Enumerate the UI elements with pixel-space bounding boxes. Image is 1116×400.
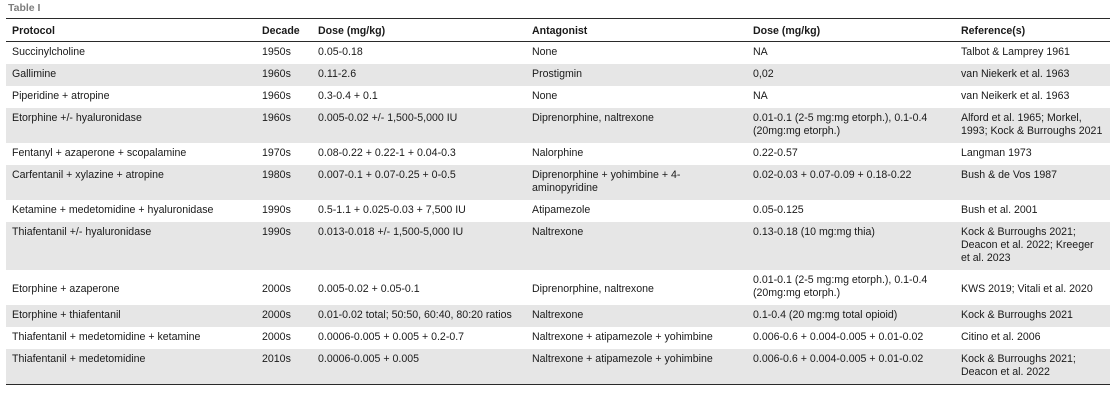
cell-antagonist: Naltrexone xyxy=(532,308,584,321)
table-header-row xyxy=(6,20,1110,42)
cell-references: Bush et al. 2001 xyxy=(961,203,1038,216)
table-row xyxy=(6,86,1110,108)
cell-antagonist: Diprenorphine, naltrexone xyxy=(532,111,654,124)
cell-protocol: Piperidine + atropine xyxy=(12,89,110,102)
cell-antagonist: Naltrexone + atipamezole + yohimbine xyxy=(532,352,713,365)
cell-protocol: Carfentanil + xylazine + atropine xyxy=(12,168,164,181)
cell-antagonist-dose: 0.22-0.57 xyxy=(753,146,798,159)
table-row xyxy=(6,42,1110,64)
protocol-table xyxy=(6,20,1110,385)
table-row xyxy=(6,108,1110,143)
table-row xyxy=(6,270,1110,305)
column-header-antagonist: Antagonist xyxy=(526,20,747,42)
cell-dose: 0.013-0.018 +/- 1,500-5,000 IU xyxy=(318,225,464,238)
cell-references: Kock & Burroughs 2021 xyxy=(961,308,1073,321)
cell-protocol: Thiafentanil +/- hyaluronidase xyxy=(12,225,152,238)
cell-antagonist-dose: NA xyxy=(753,46,768,58)
cell-protocol: Gallimine xyxy=(12,67,57,80)
cell-decade: 1990s xyxy=(262,225,291,238)
cell-decade: 2000s xyxy=(262,308,291,321)
cell-dose: 0.005-0.02 +/- 1,500-5,000 IU xyxy=(318,111,458,124)
table-row xyxy=(6,64,1110,86)
cell-dose: 0.007-0.1 + 0.07-0.25 + 0-0.5 xyxy=(318,168,456,181)
cell-antagonist-dose: NA xyxy=(753,89,768,102)
cell-dose: 0.05-0.18 xyxy=(318,46,363,58)
table-row xyxy=(6,143,1110,165)
cell-dose: 0.08-0.22 + 0.22-1 + 0.04-0.3 xyxy=(318,146,456,159)
cell-protocol: Ketamine + medetomidine + hyaluronidase xyxy=(12,203,214,216)
cell-protocol: Etorphine +/- hyaluronidase xyxy=(12,111,142,124)
cell-dose: 0.3-0.4 + 0.1 xyxy=(318,89,378,102)
cell-references: van Neikerk et al. 1963 xyxy=(961,89,1070,102)
cell-references: van Niekerk et al. 1963 xyxy=(961,67,1070,80)
cell-references: Kock & Burroughs 2021; Deacon et al. 2022 xyxy=(961,352,1076,378)
cell-decade: 1980s xyxy=(262,168,291,181)
cell-antagonist: Naltrexone xyxy=(532,225,584,238)
cell-antagonist-dose: 0.006-0.6 + 0.004-0.005 + 0.01-0.02 xyxy=(753,352,924,365)
cell-antagonist-dose: 0.02-0.03 + 0.07-0.09 + 0.18-0.22 xyxy=(753,168,912,181)
cell-antagonist-dose: 0.01-0.1 (2-5 mg:mg etorph.), 0.1-0.4 (20mg:mg etorph.) xyxy=(753,111,928,137)
cell-protocol: Fentanyl + azaperone + scopalamine xyxy=(12,146,187,159)
cell-antagonist: Naltrexone + atipamezole + yohimbine xyxy=(532,330,713,343)
table-row xyxy=(6,200,1110,222)
cell-decade: 2000s xyxy=(262,330,291,343)
cell-antagonist-dose: 0.006-0.6 + 0.004-0.005 + 0.01-0.02 xyxy=(753,330,924,343)
cell-dose: 0.005-0.02 + 0.05-0.1 xyxy=(318,282,420,295)
table-row xyxy=(6,305,1110,327)
cell-antagonist-dose: 0.05-0.125 xyxy=(753,203,804,216)
cell-antagonist-dose: 0.1-0.4 (20 mg:mg total opioid) xyxy=(753,308,898,321)
cell-references: Talbot & Lamprey 1961 xyxy=(961,46,1070,58)
cell-antagonist: None xyxy=(532,46,558,58)
cell-references: Bush & de Vos 1987 xyxy=(961,168,1058,181)
cell-dose: 0.0006-0.005 + 0.005 xyxy=(318,352,420,365)
cell-protocol: Thiafentanil + medetomidine xyxy=(12,352,146,365)
cell-decade: 1960s xyxy=(262,89,291,102)
cell-dose: 0.0006-0.005 + 0.005 + 0.2-0.7 xyxy=(318,330,465,343)
cell-decade: 1970s xyxy=(262,146,291,159)
table-row xyxy=(6,327,1110,349)
table-caption: Table I xyxy=(8,2,41,14)
cell-antagonist: Diprenorphine + yohimbine + 4-aminopyridine xyxy=(532,168,681,194)
cell-decade: 1990s xyxy=(262,203,291,216)
cell-references: Alford et al. 1965; Morkel, 1993; Kock & Burroughs 2021 xyxy=(961,111,1103,137)
cell-antagonist: Nalorphine xyxy=(532,146,584,159)
cell-dose: 0.11-2.6 xyxy=(318,67,357,80)
table-row xyxy=(6,349,1110,385)
cell-protocol: Etorphine + azaperone xyxy=(12,282,120,295)
cell-decade: 1960s xyxy=(262,111,291,124)
cell-antagonist: Atipamezole xyxy=(532,203,591,216)
cell-antagonist-dose: 0.13-0.18 (10 mg:mg thia) xyxy=(753,225,875,238)
cell-dose: 0.01-0.02 total; 50:50, 60:40, 80:20 ratios xyxy=(318,308,512,321)
cell-references: Kock & Burroughs 2021; Deacon et al. 2022; Kreeger et al. 2023 xyxy=(961,225,1094,264)
cell-protocol: Etorphine + thiafentanil xyxy=(12,308,121,321)
cell-references: KWS 2019; Vitali et al. 2020 xyxy=(961,282,1093,295)
column-header-dose: Dose (mg/kg) xyxy=(312,20,526,42)
table-row xyxy=(6,222,1110,270)
cell-antagonist-dose: 0,02 xyxy=(753,67,774,80)
cell-protocol: Succinylcholine xyxy=(12,46,86,58)
cell-dose: 0.5-1.1 + 0.025-0.03 + 7,500 IU xyxy=(318,203,466,216)
cell-references: Citino et al. 2006 xyxy=(961,330,1041,343)
cell-decade: 2000s xyxy=(262,282,291,295)
column-header-references: Reference(s) xyxy=(955,20,1110,42)
cell-protocol: Thiafentanil + medetomidine + ketamine xyxy=(12,330,201,343)
column-header-protocol: Protocol xyxy=(6,20,256,42)
cell-decade: 1960s xyxy=(262,67,291,80)
column-header-decade: Decade xyxy=(256,20,312,42)
cell-antagonist: Prostigmin xyxy=(532,67,583,80)
cell-decade: 2010s xyxy=(262,352,291,365)
cell-antagonist: Diprenorphine, naltrexone xyxy=(532,282,654,295)
table-top-rule xyxy=(6,18,1110,19)
cell-antagonist-dose: 0.01-0.1 (2-5 mg:mg etorph.), 0.1-0.4 (20mg:mg etorph.) xyxy=(753,273,928,299)
column-header-antagonist-dose: Dose (mg/kg) xyxy=(747,20,955,42)
cell-references: Langman 1973 xyxy=(961,146,1032,159)
cell-antagonist: None xyxy=(532,89,558,102)
cell-decade: 1950s xyxy=(262,46,291,58)
table-row xyxy=(6,165,1110,200)
